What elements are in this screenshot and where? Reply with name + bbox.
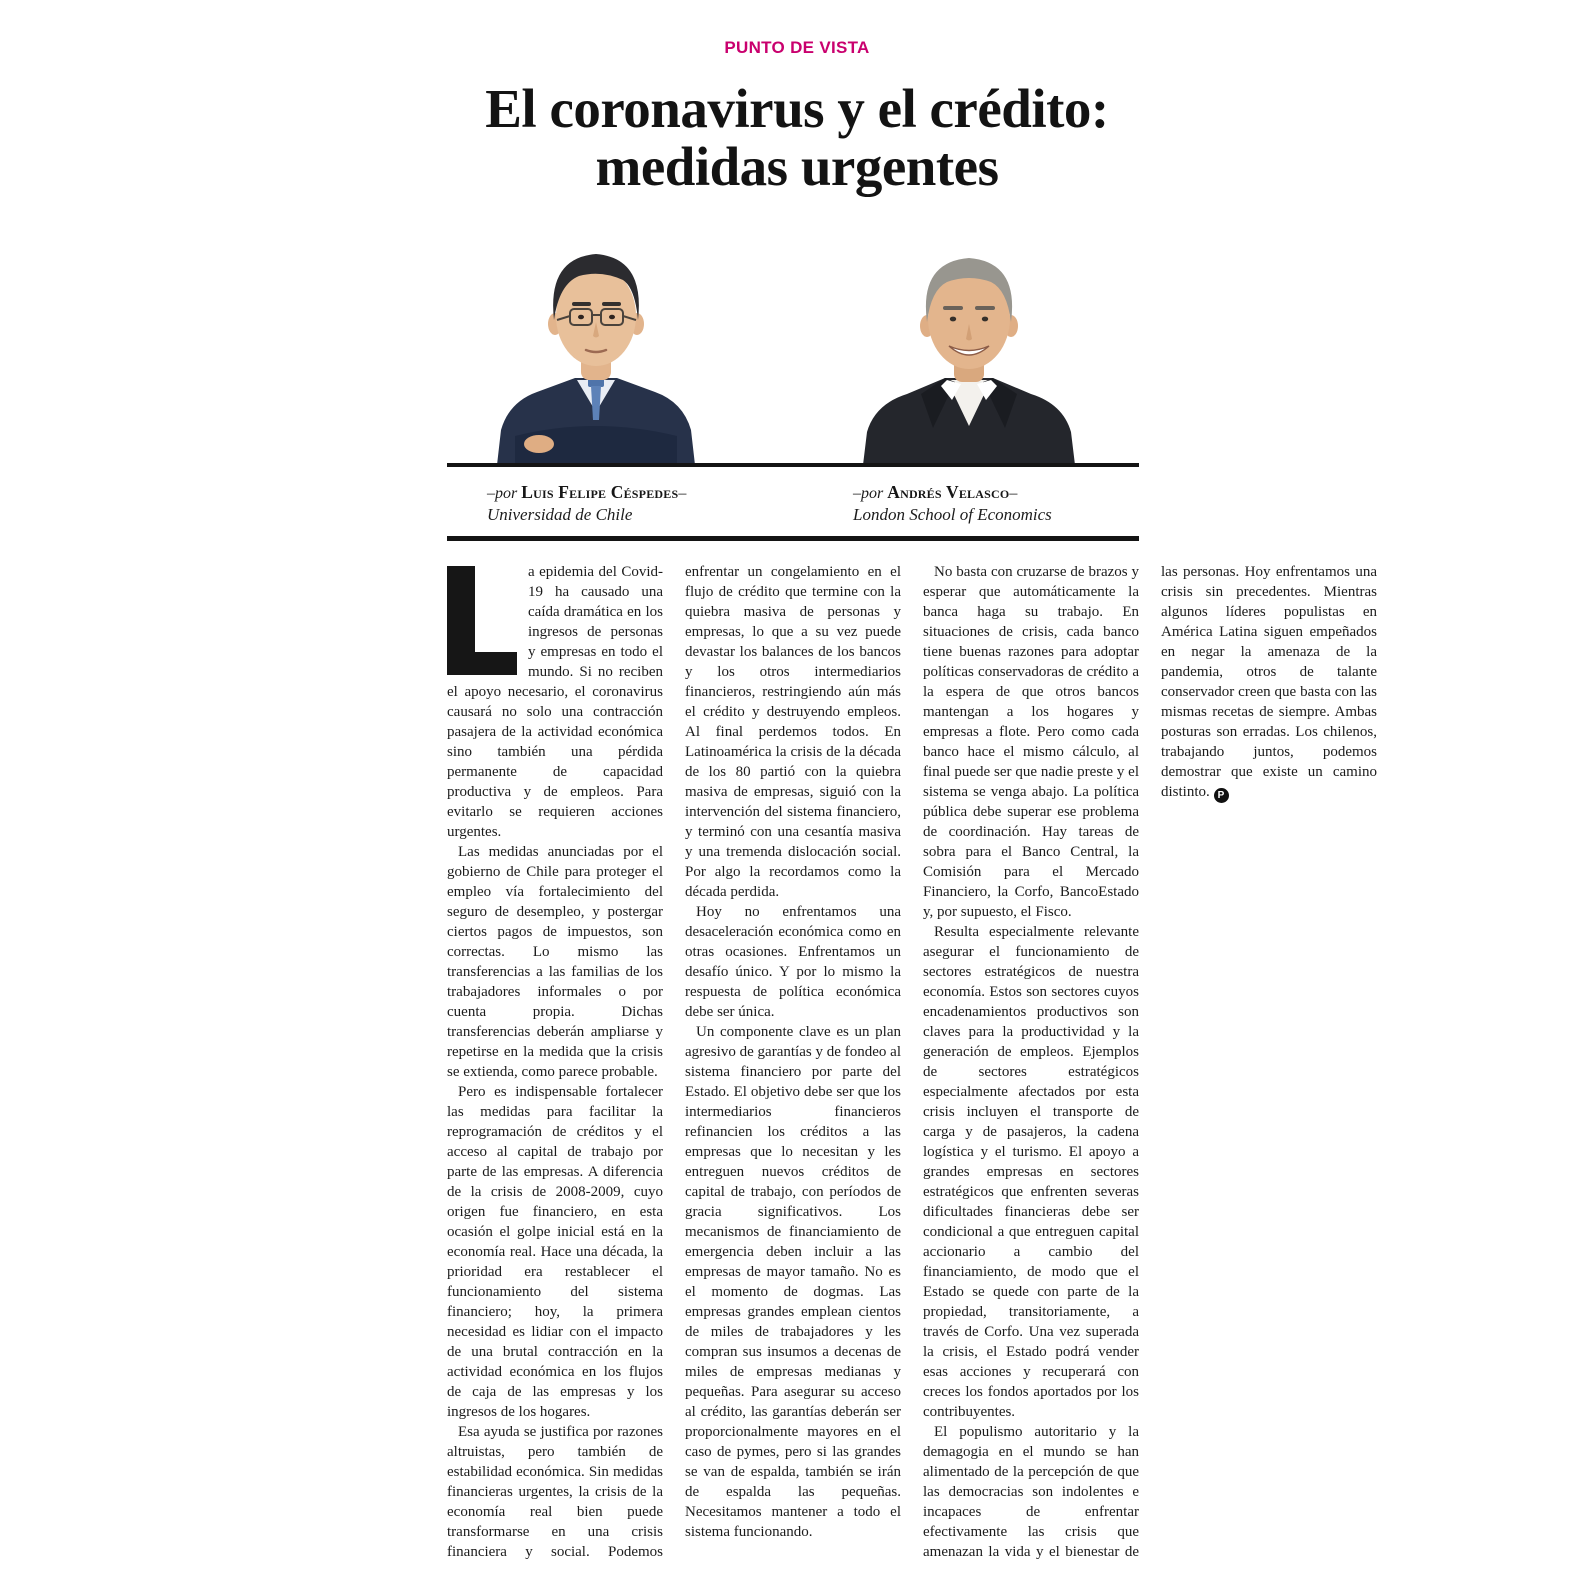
- page-title: [0, 80, 1594, 196]
- byline-line: [853, 482, 1139, 503]
- article-paragraph: Esa ayuda se justifica por razones altruistas, pero también de estabilidad económica. Sin medidas financieras urgentes, la crisis de la economía real bien puede transformarse en una crisis financiera y social. Podemos enfrentar un congelamiento en el flujo de crédito que termine con la quiebra masiva de personas y empresas, lo que a su vez puede devastar los balances de los bancos y los otros intermediarios financieros, restringiendo aún más el crédito y destruyendo empleos. Al final perdemos todos. En Latinoamérica la crisis de la década de los 80 partió con la quiebra masiva de empresas, siguió con la intervención del sistema financiero, y terminó con una cesantía masiva y una tremenda dislocación social. Por algo la recordamos como la década perdida.: [447, 564, 901, 1560]
- article-paragraph: a epidemia del Covid-19 ha causado una caída dramática en los ingresos de personas y empresas en todo el mundo. Si no reciben el apoyo necesario, el coronavirus causará no solo una contracción pasajera de la actividad económica sino también una pérdida permanente de capacidad productiva y de empleos. Para evitarlo se requieren acciones urgentes.: [447, 564, 663, 840]
- byline-luis-felipe-cespedes: [447, 482, 793, 525]
- end-mark-icon: P: [1214, 788, 1229, 803]
- eye: [578, 315, 584, 320]
- eyebrow: [602, 302, 621, 306]
- divider-top: [447, 463, 1139, 467]
- article-columns: [447, 562, 1377, 1564]
- hand: [524, 435, 554, 453]
- eyebrow: [943, 306, 963, 310]
- eye: [950, 317, 956, 322]
- drop-cap-letter: [447, 566, 517, 675]
- article-paragraph: Pero es indispensable fortalecer las medidas para facilitar la reprogramación de créditos y el acceso al capital de trabajo por parte de las empresas. A diferencia de la crisis de 2008-2009, cuyo origen fue financiero, en esta ocasión el golpe inicial está en la economía real. Hace una década, la prioridad era restablecer el funcionamiento del sistema financiero; hoy, la primera necesidad es lidiar con el impacto de una brutal contracción en la actividad económica en los flujos de caja de las empresas y los ingresos de los hogares.: [447, 1084, 663, 1420]
- eyebrow: [975, 306, 995, 310]
- byline-line: [487, 482, 793, 503]
- divider-bottom: [447, 536, 1139, 541]
- article-paragraph: No basta con cruzarse de brazos y esperar que automáticamente la banca haga su trabajo. En situaciones de crisis, cada banco tiene buenas razones para adoptar políticas conservadoras de crédito a la espera de que otros bancos mantengan a los hogares y empresas a flote. Pero como cada banco hace el mismo cálculo, al final puede ser que nadie preste y el sistema se venga abajo. La política pública debe superar ese problema de coordinación. Hay tareas de sobra para el Banco Central, la Comisión para el Mercado Financiero, la Corfo, BancoEstado y, por supuesto, el Fisco.: [923, 564, 1139, 920]
- title-line-2: medidas urgentes: [595, 136, 999, 197]
- portrait-luis-felipe-cespedes: [487, 228, 705, 465]
- article-paragraph: Hoy no enfrentamos una desaceleración económica como en otras ocasiones. Enfrentamos un desafío único. Y por lo mismo la respuesta de política económica debe ser única.: [685, 904, 901, 1020]
- author-name: Andrés Velasco: [887, 482, 1010, 502]
- byline-andres-velasco: [793, 482, 1139, 525]
- author-affiliation: London School of Economics: [853, 505, 1052, 524]
- eye: [982, 317, 988, 322]
- author-photos-row: [447, 228, 1139, 465]
- byline-suffix: –: [1009, 485, 1018, 502]
- byline-prefix: –por: [487, 485, 522, 502]
- section-kicker: PUNTO DE VISTA: [724, 38, 870, 57]
- portrait-andres-velasco: [855, 228, 1083, 465]
- byline-suffix: –: [678, 485, 687, 502]
- author-affiliation: Universidad de Chile: [487, 505, 633, 524]
- article-paragraph: Resulta especialmente relevante asegurar el funcionamiento de sectores estratégicos de nuestra economía. Estos son sectores cuyos encadenamientos productivos son claves para la productividad y la generación de empleos. Ejemplos de sectores estratégicos especialmente afectados por esta crisis incluyen el transporte de carga y de pasajeros, la cadena logística y el turismo. El apoyo a grandes empresas en sectores estratégicos que enfrenten severas dificultades financieras debe ser condicional a que entreguen capital accionario a cambio del financiamiento, de modo que el Estado se quede con parte de la propiedad, transitoriamente, a través de Corfo. Una vez superada la crisis, el Estado podrá vender esas acciones y recuperará con creces los fondos aportados por los contribuyentes.: [923, 924, 1139, 1420]
- author-name: Luis Felipe Céspedes: [521, 482, 679, 502]
- article-paragraph: Las medidas anunciadas por el gobierno de Chile para proteger el empleo vía fortalecimiento del seguro de desempleo, y postergar ciertos pagos de impuestos, son correctas. Lo mismo las transferencias a las familias de los trabajadores informales o por cuenta propia. Dichas transferencias deberán ampliarse y repetirse en la medida que la crisis se extienda, como parece probable.: [447, 844, 663, 1080]
- byline-prefix: –por: [853, 485, 888, 502]
- bylines: [447, 482, 1139, 525]
- title-line-1: El coronavirus y el crédito:: [485, 78, 1109, 139]
- article-paragraph: El populismo autoritario y la demagogia en el mundo se han alimentado de la percepción de que las democracias son indolentes e incapaces de enfrentar efectivamente las crisis que amenazan la vida y el bienestar de las personas. Hoy enfrentamos una crisis sin precedentes. Mientras algunos líderes populistas en América Latina siguen empeñados en negar la amenaza de la pandemia, otros de talante conservador creen que basta con las mismas recetas de siempre. Ambas posturas son erradas. Los chilenos, trabajando juntos, podemos demostrar que existe un camino distinto. P: [923, 564, 1377, 1560]
- eye: [609, 315, 615, 320]
- eyebrow: [572, 302, 591, 306]
- article-paragraph: Un componente clave es un plan agresivo de garantías y de fondeo al sistema financiero por parte del Estado. El objetivo debe ser que los intermediarios financieros refinancien los créditos a las empresas que lo necesitan y les entreguen nuevos créditos de capital de trabajo, con períodos de gracia significativos. Los mecanismos de financiamiento de emergencia deben incluir a las empresas de mayor tamaño. No es el momento de dogmas. Las empresas grandes emplean cientos de miles de trabajadores y les compran sus insumos a decenas de miles de empresas medianas y pequeñas. Para asegurar su acceso al crédito, las garantías deberán ser proporcionalmente mayores en el caso de pymes, pero si las grandes se van de espalda, también se irán de espalda las pequeñas. Necesitamos mantener a todo el sistema funcionando.: [685, 1024, 901, 1540]
